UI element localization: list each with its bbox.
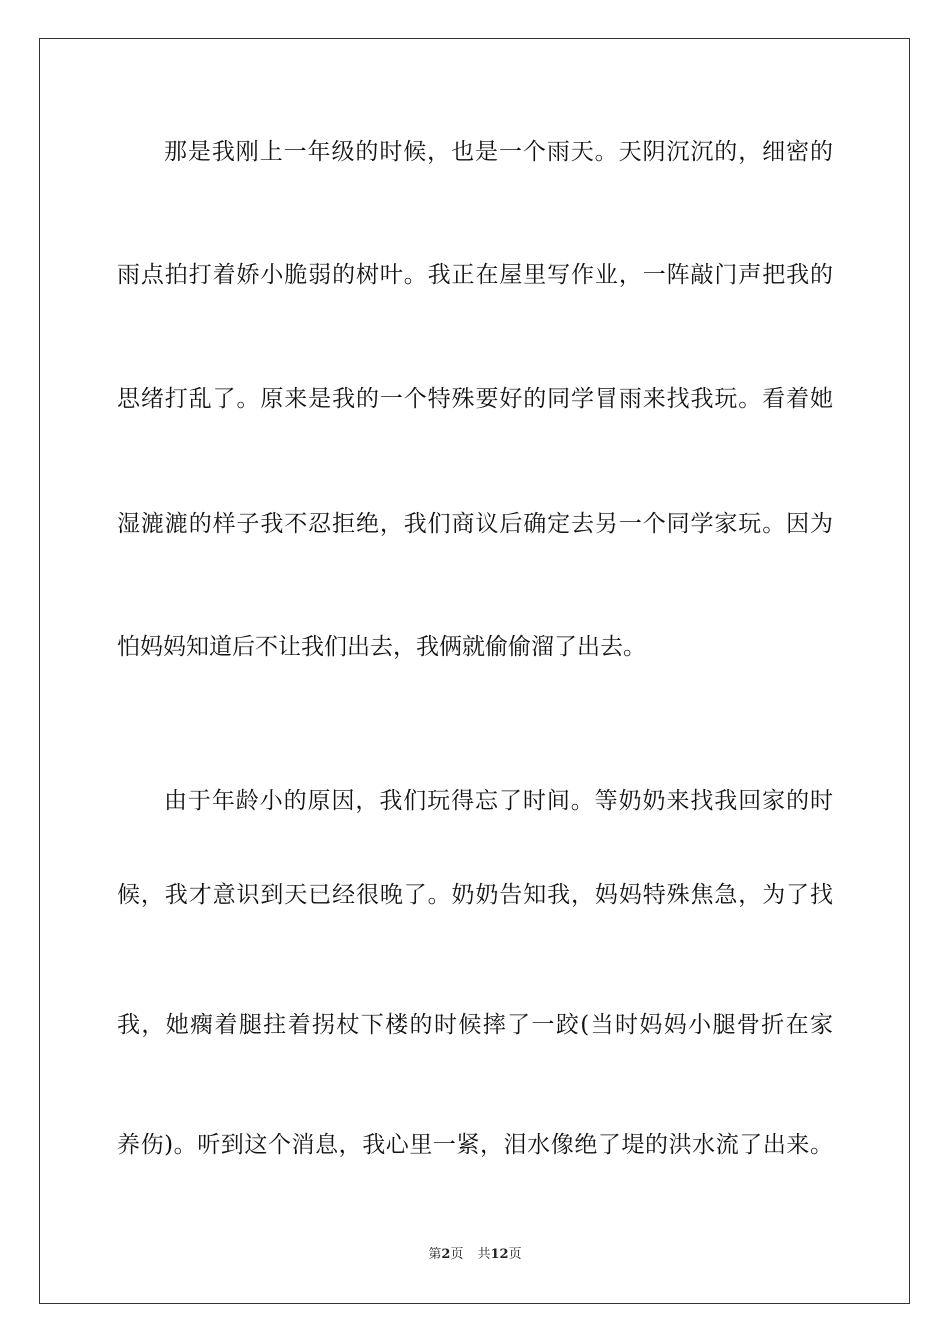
total-suffix: 页	[508, 1247, 522, 1262]
page-border	[39, 38, 910, 1304]
total-pages: 12	[490, 1247, 509, 1262]
paragraph-1-line-3: 思绪打乱了。原来是我的一个特殊要好的同学冒雨来找我玩。看着她	[117, 386, 833, 412]
paragraph-2-line-2: 候，我才意识到天已经很晚了。奶奶告知我，妈妈特殊焦急，为了找	[117, 882, 833, 908]
page-footer	[0, 1246, 950, 1264]
paragraph-1-line-4: 湿漉漉的样子我不忍拒绝，我们商议后确定去另一个同学家玩。因为	[117, 511, 833, 537]
paragraph-1-line-2: 雨点拍打着娇小脆弱的树叶。我正在屋里写作业，一阵敲门声把我的	[117, 262, 833, 288]
paragraph-2-line-4: 养伤)。听到这个消息，我心里一紧，泪水像绝了堤的洪水流了出来。	[117, 1132, 833, 1158]
total-prefix: 共	[477, 1247, 491, 1262]
paragraph-1-line-1: 那是我刚上一年级的时候，也是一个雨天。天阴沉沉的，细密的	[164, 139, 833, 165]
paragraph-2-line-1: 由于年龄小的原因，我们玩得忘了时间。等奶奶来找我回家的时	[164, 788, 833, 814]
page-prefix: 第	[428, 1247, 442, 1262]
paragraph-2-line-3: 我，她瘸着腿拄着拐杖下楼的时候摔了一跤(当时妈妈小腿骨折在家	[117, 1012, 833, 1038]
paragraph-1-line-5: 怕妈妈知道后不让我们出去，我俩就偷偷溜了出去。	[117, 634, 646, 660]
page-number: 2	[441, 1247, 451, 1262]
page-suffix: 页	[450, 1247, 464, 1262]
